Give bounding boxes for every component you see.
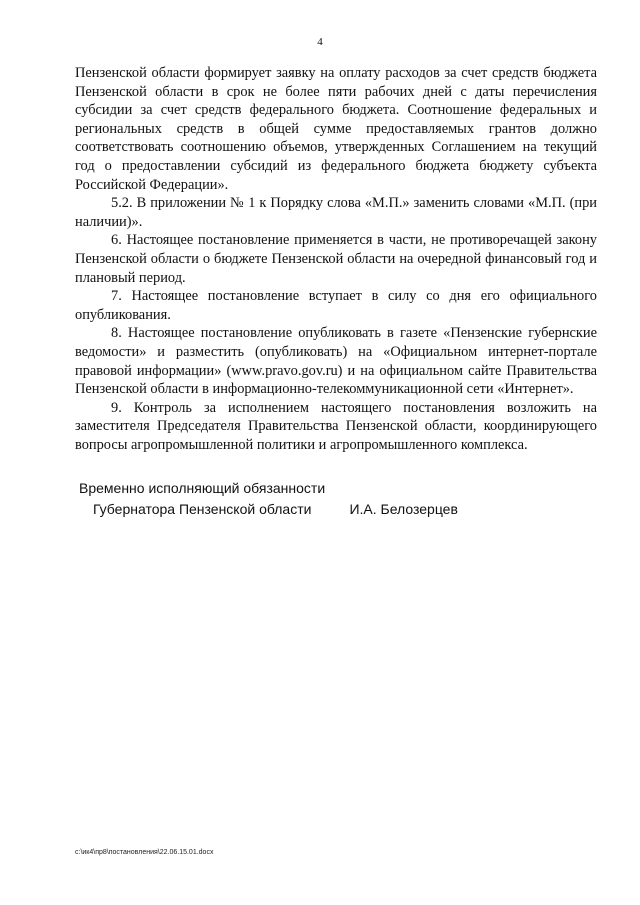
paragraph-6: 6. Настоящее постановление применяется в части, не противоречащей закону Пензенской области о бюджете Пензенской области на очередной финансовый год и плановый период.: [75, 232, 597, 286]
page-number: 4: [317, 36, 323, 48]
signature-block: [79, 478, 579, 520]
document-body: [75, 64, 597, 454]
signature-title-line1: Временно исполняющий обязанности: [79, 480, 326, 496]
paragraph-7: 7. Настоящее постановление вступает в силу со дня его официального опубликования.: [75, 288, 597, 323]
signatory-name: И.А. Белозерцев: [349, 501, 458, 517]
paragraph-continuation: Пензенской области формирует заявку на оплату расходов за счет средств бюджета Пензенской области в срок не более пяти рабочих дней с даты перечисления субсидии за счет средств федерального бюджета. Соотношение федеральных и региональных средств в общей сумме предоставляемых грантов должно соответствовать соотношению объемов, утвержденных Соглашением на текущий год о предоставлении субсидий из федерального бюджета бюджету субъекта Российской Федерации».: [75, 65, 597, 193]
paragraph-8: 8. Настоящее постановление опубликовать в газете «Пензенские губернские ведомости» и разместить (опубликовать) на «Официальном интернет-портале правовой информации» (www.pravo.gov.ru) и на официальном сайте Правительства Пензенской области в информационно-телекоммуникационной сети «Интернет».: [75, 325, 597, 398]
file-path-footer: c:\ик4\пр8\постановления\22.06.15.01.docx: [75, 849, 214, 856]
signature-line2: [79, 499, 579, 520]
paragraph-5-2: 5.2. В приложении № 1 к Порядку слова «М.П.» заменить словами «М.П. (при наличии)».: [75, 195, 597, 230]
paragraph-9: 9. Контроль за исполнением настоящего постановления возложить на заместителя Председателя Правительства Пензенской области, координирующего вопросы агропромышленной политики и агропромышленного комплекса.: [75, 399, 597, 453]
signature-title-line2: Губернатора Пензенской области: [93, 501, 312, 517]
